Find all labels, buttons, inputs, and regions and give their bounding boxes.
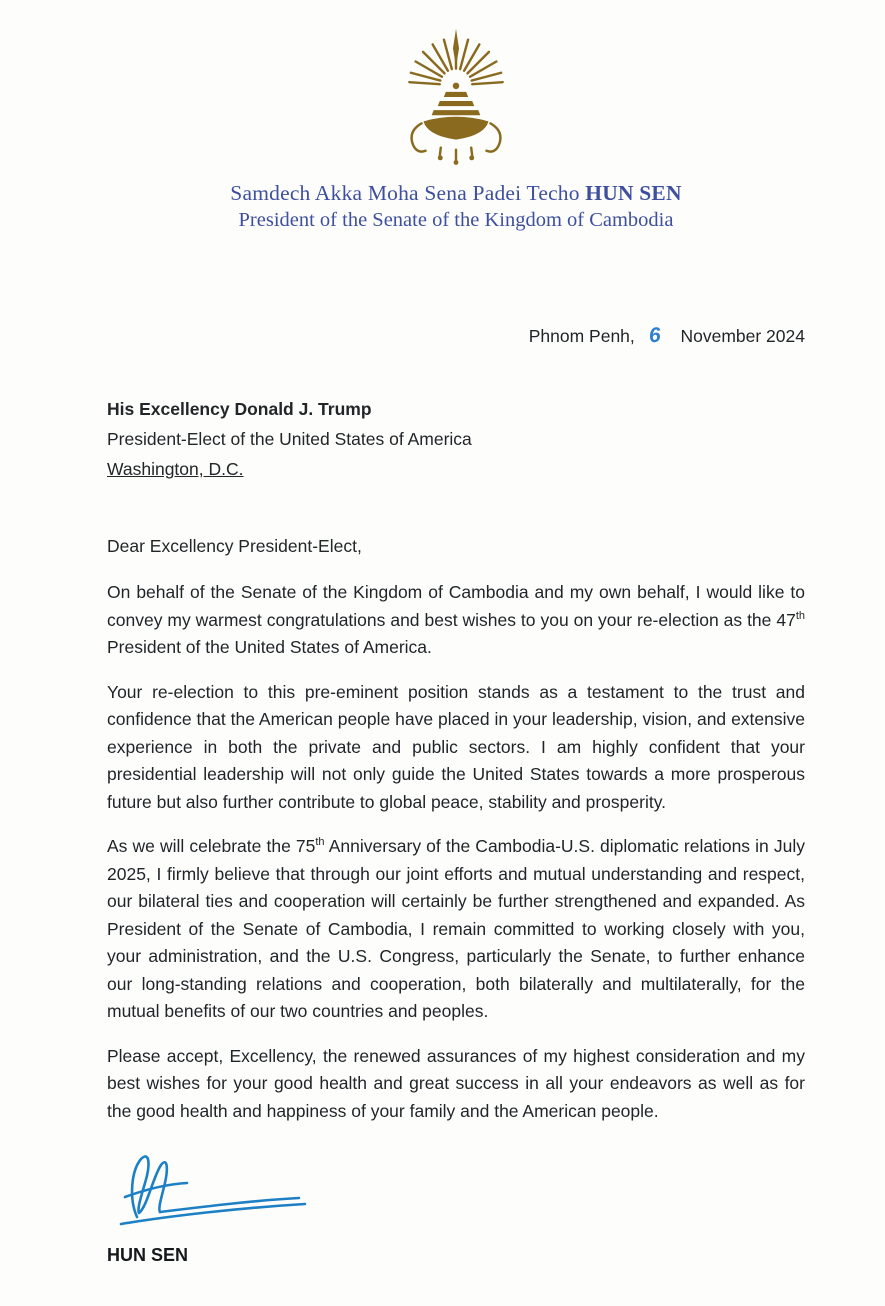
letter-body — [107, 579, 805, 1125]
letterhead-title-name: HUN SEN — [585, 181, 682, 205]
letterhead-title — [107, 181, 805, 206]
recipient-name: His Excellency Donald J. Trump — [107, 399, 372, 419]
signature-block — [107, 1149, 805, 1266]
dateline-place: Phnom Penh, — [528, 326, 635, 346]
paragraph-3 — [107, 833, 805, 1026]
ordinal-suffix-47th: th — [795, 609, 805, 622]
letterhead-subtitle: President of the Senate of the Kingdom of Cambodia — [238, 209, 674, 231]
paragraph-3-text-end: Anniversary of the Cambodia-U.S. diplomatic relations in July 2025, I firmly believe that through our joint efforts and mutual understanding and respect, our bilateral ties and cooperation will certainly be further strengthened and expanded. As President of the Senate of Cambodia, I remain committed to working closely with you, your administration, and the U.S. Congress, particularly the Senate, to further enhance our long-standing relations and cooperation, both bilaterally and multilaterally, for the mutual benefits of our two countries and peoples. — [107, 836, 805, 1021]
letterhead-title-prefix: Samdech Akka Moha Sena Padei Techo — [230, 181, 586, 205]
paragraph-3-text: As we will celebrate the 75 — [107, 836, 316, 856]
handwritten-signature — [109, 1149, 309, 1239]
dateline-month-year: November 2024 — [680, 326, 805, 346]
dateline — [107, 324, 805, 348]
royal-crest-icon — [393, 26, 519, 168]
crest-container — [107, 26, 805, 173]
letterhead — [107, 181, 805, 232]
paragraph-1-text: On behalf of the Senate of the Kingdom of Cambodia and my own behalf, I would like to convey my warmest congratulations and best wishes to you on your re-election as the 47 — [107, 582, 805, 630]
ordinal-suffix-75th: th — [315, 836, 325, 849]
recipient-city: Washington, D.C. — [107, 459, 244, 479]
paragraph-1-text-end: President of the United States of America. — [107, 637, 432, 657]
signer-name: HUN SEN — [107, 1245, 189, 1265]
salutation: Dear Excellency President-Elect, — [107, 536, 362, 556]
recipient-block — [107, 394, 805, 484]
paragraph-4: Please accept, Excellency, the renewed assurances of my highest consideration and my best wishes for your good health and great success in all your endeavors as well as for the good health and happiness of your family and the American people. — [107, 1045, 805, 1121]
recipient-title: President-Elect of the United States of America — [107, 429, 472, 449]
paragraph-1 — [107, 579, 805, 662]
dateline-handwritten-day: 6 — [647, 323, 662, 348]
paragraph-2: Your re-election to this pre-eminent position stands as a testament to the trust and confidence that the American people have placed in your leadership, vision, and extensive experience in both the private and public sectors. I am highly confident that your presidential leadership will not only guide the United States towards a more prosperous future but also further contribute to global peace, stability and prosperity. — [107, 681, 805, 812]
